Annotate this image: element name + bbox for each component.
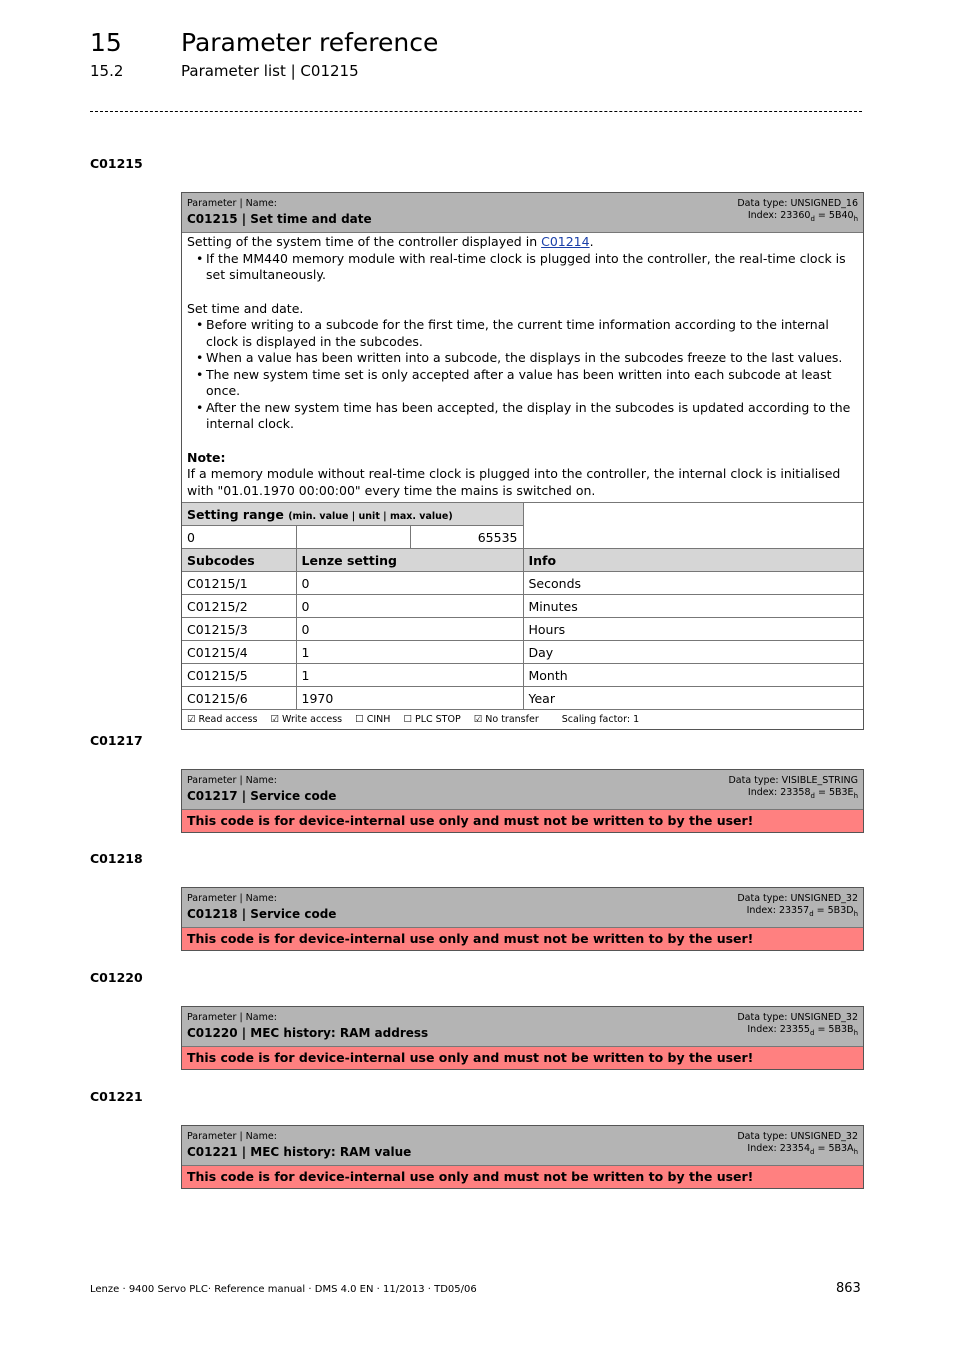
note-text: If a memory module without real-time clock is plugged into the controller, the internal clock is initialised with "01.01.1970 00:00:00" every time the mains is switched on. xyxy=(187,466,841,498)
section-number: 15.2 xyxy=(90,62,124,80)
param-table-c01215 xyxy=(181,192,864,730)
subcode-cell: C01215/6 xyxy=(182,687,296,710)
param-name: C01221 | MEC history: RAM value xyxy=(187,1145,412,1159)
bullet-list-1 xyxy=(187,251,858,284)
data-type: Data type: UNSIGNED_32 xyxy=(737,1012,858,1023)
range-unit xyxy=(296,526,410,549)
data-type: Data type: UNSIGNED_32 xyxy=(737,1131,858,1142)
index: Index: $23357_d = 5B3D_h$ xyxy=(746,905,858,918)
range-max: 65535 xyxy=(410,526,523,549)
info-cell: Day xyxy=(523,641,863,664)
bullet-list-2 xyxy=(187,317,858,433)
access-flags xyxy=(182,709,863,729)
subcode-cell: C01215/4 xyxy=(182,641,296,664)
index: Index: $23360_d = 5B40_h$ xyxy=(747,210,858,223)
code-heading-c01220: C01220 xyxy=(90,970,143,985)
param-type-index xyxy=(728,775,858,802)
scaling-factor: Scaling factor: 1 xyxy=(561,714,640,725)
param-table-c01217 xyxy=(181,769,864,833)
info-cell: Hours xyxy=(523,618,863,641)
info-cell: Minutes xyxy=(523,595,863,618)
param-label: Parameter | Name: xyxy=(187,775,277,786)
index: Index: $23354_d = 5B3A_h$ xyxy=(747,1143,858,1156)
subcode-cell: C01215/1 xyxy=(182,572,296,595)
table-row xyxy=(182,572,863,595)
param-table-c01220 xyxy=(181,1006,864,1070)
param-type-index xyxy=(737,198,858,225)
param-table-c01218 xyxy=(181,887,864,951)
bullet-item: • After the new system time has been accepted, the display in the subcodes is updated according to the internal clock. xyxy=(206,400,858,433)
data-type: Data type: VISIBLE_STRING xyxy=(728,775,858,786)
bullet-item: • When a value has been written into a subcode, the displays in the subcodes freeze to the last values. xyxy=(206,350,858,367)
table-row xyxy=(182,664,863,687)
subcode-cell: C01215/5 xyxy=(182,664,296,687)
code-heading-c01218: C01218 xyxy=(90,851,143,866)
info-cell: Year xyxy=(523,687,863,710)
code-heading-c01217: C01217 xyxy=(90,733,143,748)
set-title: Set time and date. xyxy=(187,300,304,316)
warning-banner: This code is for device-internal use only and must not be written to by the user! xyxy=(182,928,863,950)
section-title: Parameter list | C01215 xyxy=(181,62,359,80)
data-type: Data type: UNSIGNED_16 xyxy=(737,198,858,209)
code-heading-c01221: C01221 xyxy=(90,1089,143,1104)
param-name: C01220 | MEC history: RAM address xyxy=(187,1026,429,1040)
range-min: 0 xyxy=(182,526,296,549)
col-lenze-setting: Lenze setting xyxy=(296,549,523,572)
setting-range-header: Setting range (min. value | unit | max. value) xyxy=(182,503,523,526)
no-transfer-flag: ☑ No transfer xyxy=(473,714,539,725)
link-c01214[interactable]: C01214 xyxy=(541,234,590,249)
col-info: Info xyxy=(523,549,863,572)
param-table-c01221 xyxy=(181,1125,864,1189)
code-heading-c01215: C01215 xyxy=(90,156,143,171)
header-divider xyxy=(90,111,862,112)
param-label: Parameter | Name: xyxy=(187,198,277,209)
param-header xyxy=(182,888,863,928)
blank-cell xyxy=(523,503,863,549)
intro-text: Setting of the system time of the controller displayed in C01214. xyxy=(187,234,594,249)
lenze-cell: 0 xyxy=(296,618,523,641)
param-name: C01217 | Service code xyxy=(187,789,337,803)
chapter-title: Parameter reference xyxy=(181,28,439,57)
lenze-cell: 1970 xyxy=(296,687,523,710)
bullet-item: • Before writing to a subcode for the first time, the current time information according to the internal clock is displayed in the subcodes. xyxy=(206,317,858,350)
table-row xyxy=(182,687,863,710)
index: Index: $23358_d = 5B3E_h$ xyxy=(747,787,858,800)
param-description xyxy=(182,233,863,502)
param-header xyxy=(182,770,863,810)
lenze-cell: 1 xyxy=(296,664,523,687)
warning-banner: This code is for device-internal use only and must not be written to by the user! xyxy=(182,1047,863,1069)
subcode-cell: C01215/2 xyxy=(182,595,296,618)
param-header xyxy=(182,1007,863,1047)
param-header xyxy=(182,1126,863,1166)
warning-banner: This code is for device-internal use only and must not be written to by the user! xyxy=(182,1166,863,1188)
param-label: Parameter | Name: xyxy=(187,1012,277,1023)
table-row xyxy=(182,595,863,618)
info-cell: Month xyxy=(523,664,863,687)
note-label: Note: xyxy=(187,449,226,465)
lenze-cell: 1 xyxy=(296,641,523,664)
index: Index: $23355_d = 5B3B_h$ xyxy=(747,1024,858,1037)
info-cell: Seconds xyxy=(523,572,863,595)
bullet-item: • If the MM440 memory module with real-time clock is plugged into the controller, the real-time clock is set simultaneously. xyxy=(206,251,858,284)
param-type-index xyxy=(737,893,858,920)
data-type: Data type: UNSIGNED_32 xyxy=(737,893,858,904)
param-type-index xyxy=(737,1131,858,1158)
subcode-cell: C01215/3 xyxy=(182,618,296,641)
read-access-flag: ☑ Read access xyxy=(187,714,258,725)
chapter-number: 15 xyxy=(90,28,122,57)
lenze-cell: 0 xyxy=(296,595,523,618)
footer-text: Lenze · 9400 Servo PLC· Reference manual · DMS 4.0 EN · 11/2013 · TD05/06 xyxy=(90,1284,477,1295)
plc-stop-flag: ☐ PLC STOP xyxy=(403,714,461,725)
table-row xyxy=(182,641,863,664)
col-subcodes: Subcodes xyxy=(182,549,296,572)
write-access-flag: ☑ Write access xyxy=(270,714,343,725)
page-number: 863 xyxy=(836,1281,861,1296)
settings-table xyxy=(182,502,863,709)
param-name: C01215 | Set time and date xyxy=(187,212,372,226)
warning-banner: This code is for device-internal use only and must not be written to by the user! xyxy=(182,810,863,832)
param-name: C01218 | Service code xyxy=(187,907,337,921)
bullet-item: • The new system time set is only accepted after a value has been written into each subcode at least once. xyxy=(206,367,858,400)
param-label: Parameter | Name: xyxy=(187,1131,277,1142)
param-label: Parameter | Name: xyxy=(187,893,277,904)
param-header xyxy=(182,193,863,233)
lenze-cell: 0 xyxy=(296,572,523,595)
table-row xyxy=(182,618,863,641)
cinh-flag: ☐ CINH xyxy=(355,714,391,725)
param-type-index xyxy=(737,1012,858,1039)
